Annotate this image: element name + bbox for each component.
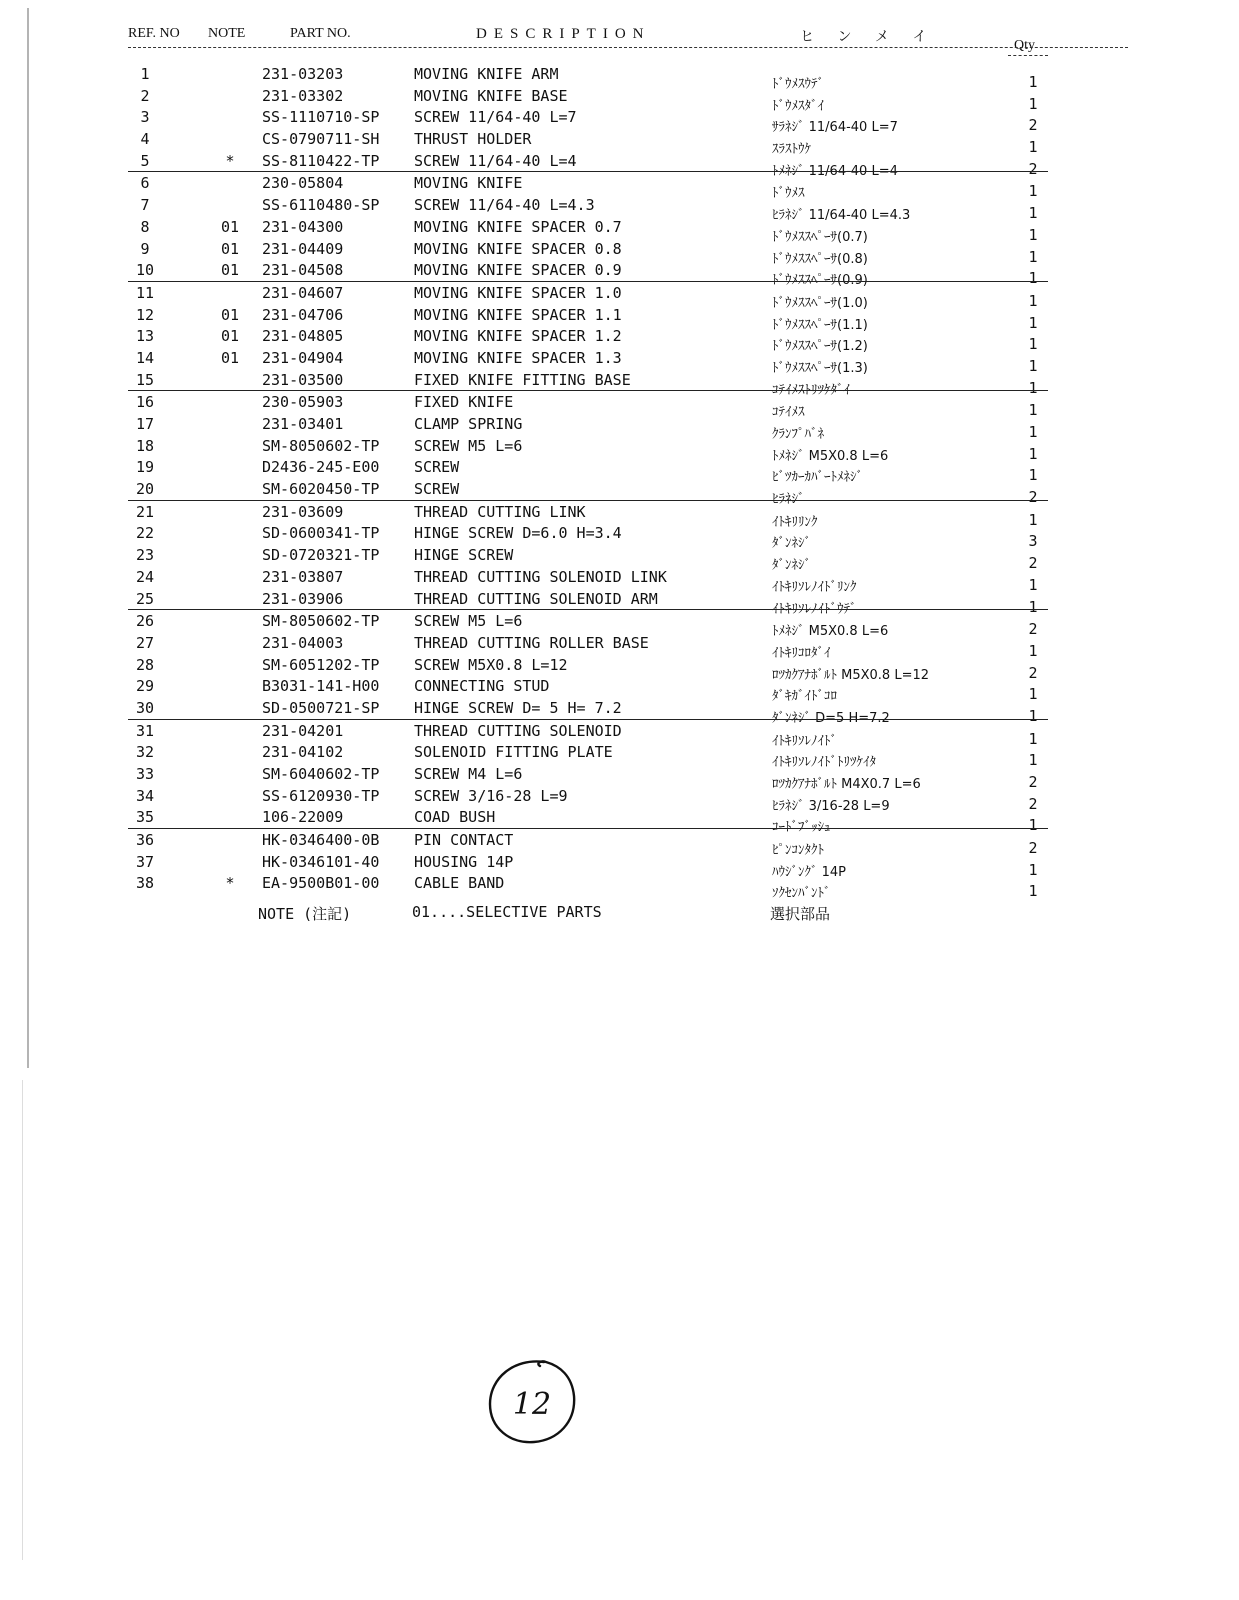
part-no-cell: 230-05804: [262, 174, 344, 193]
qty-cell: 2: [1028, 620, 1038, 639]
description-cell: SCREW M5X0.8 L=12: [414, 655, 568, 674]
ref-cell: 20: [135, 480, 155, 499]
description-cell: MOVING KNIFE ARM: [414, 65, 559, 83]
description-cell: SCREW M4 L=6: [414, 765, 523, 783]
ref-cell: 37: [135, 852, 155, 871]
ref-cell: 11: [135, 283, 155, 302]
table-row: [128, 828, 1048, 859]
kana-cell: ﾄﾒﾈｼﾞ 11/64-40 L=4: [772, 163, 898, 179]
ref-cell: 32: [135, 743, 155, 762]
ref-cell: 30: [135, 698, 155, 717]
table-row: [0, 872, 1239, 902]
description-cell: SCREW: [414, 480, 460, 499]
description-cell: SOLENOID FITTING PLATE: [414, 743, 613, 762]
description-cell: MOVING KNIFE SPACER 0.7: [414, 217, 622, 236]
ref-cell: 9: [140, 239, 150, 258]
ref-cell: 3: [140, 108, 150, 127]
qty-cell: 3: [1028, 532, 1038, 551]
description-cell: SCREW 11/64-40 L=4.3: [414, 196, 595, 215]
qty-cell: 2: [1028, 116, 1038, 135]
part-no-cell: 231-03203: [262, 65, 344, 83]
header-ref-no: REF. NO: [128, 26, 180, 41]
kana-cell: ﾄﾞｳﾒｽｽﾍﾟｰｻ(1.3): [772, 360, 868, 376]
description-cell: THRUST HOLDER: [414, 130, 532, 149]
table-row: [0, 522, 1239, 552]
part-no-cell: SM-6051202-TP: [262, 655, 380, 674]
table-row: [0, 413, 1239, 442]
table-row: [0, 851, 1239, 880]
qty-cell: 1: [1028, 94, 1038, 113]
qty-cell: 1: [1028, 444, 1038, 463]
description-cell: MOVING KNIFE SPACER 0.9: [414, 261, 622, 280]
qty-cell: 1: [1028, 816, 1038, 835]
qty-cell: 1: [1028, 641, 1038, 660]
part-no-cell: 231-03906: [262, 589, 344, 608]
description-cell: COAD BUSH: [414, 808, 496, 827]
table-row: [0, 435, 1239, 464]
description-cell: SCREW 3/16-28 L=9: [414, 786, 568, 805]
ref-cell: 12: [135, 305, 155, 324]
kana-cell: ｲﾄｷﾘｺﾛﾀﾞｲ: [772, 645, 831, 661]
table-row: [0, 150, 1239, 179]
ref-cell: 27: [135, 633, 155, 652]
qty-cell: 1: [1028, 335, 1038, 354]
header-dashed-rule: [1008, 55, 1048, 56]
description-cell: THREAD CUTTING LINK: [414, 502, 586, 521]
kana-cell: ﾄﾞｳﾒｽｽﾍﾟｰｻ(0.8): [772, 251, 868, 267]
kana-cell: ﾄﾞｳﾒｽｽﾍﾟｰｻ(1.0): [772, 295, 868, 311]
description-cell: MOVING KNIFE: [414, 174, 523, 193]
kana-cell: ﾄﾒﾈｼﾞ M5X0.8 L=6: [772, 448, 889, 464]
kana-cell: ﾄﾞｳﾒｽｽﾍﾟｰｻ(1.2): [772, 339, 868, 355]
description-cell: MOVING KNIFE SPACER 1.0: [414, 283, 622, 302]
ref-cell: 4: [140, 130, 150, 149]
part-no-cell: EA-9500B01-00: [262, 874, 380, 893]
ref-cell: 17: [135, 415, 155, 433]
description-cell: MOVING KNIFE SPACER 0.8: [414, 239, 622, 258]
table-row: [0, 259, 1239, 289]
part-no-cell: 231-04102: [262, 743, 344, 762]
qty-cell: 1: [1028, 291, 1038, 310]
header-dashed-rule: [128, 47, 1128, 48]
description-cell: THREAD CUTTING ROLLER BASE: [414, 633, 649, 652]
qty-cell: 1: [1028, 423, 1038, 441]
part-no-cell: 231-04003: [262, 633, 344, 652]
ref-cell: 21: [135, 502, 155, 521]
kana-cell: ﾄﾞｳﾒｽ: [772, 186, 805, 202]
ref-cell: 28: [135, 655, 155, 674]
kana-cell: ﾀﾞﾝﾈｼﾞ D=5 H=7.2: [772, 710, 890, 726]
parts-table: [0, 63, 1239, 902]
qty-cell: 1: [1028, 401, 1038, 420]
page-number-text: 12: [512, 1387, 552, 1422]
table-row: [0, 741, 1239, 771]
table-row: [0, 106, 1239, 136]
kana-cell: ｽﾗｽﾄｳｹ: [772, 142, 811, 158]
table-row: [0, 654, 1239, 683]
part-no-cell: SD-0500721-SP: [262, 698, 380, 717]
ref-cell: 19: [135, 458, 155, 477]
part-no-cell: 231-04607: [262, 283, 344, 302]
qty-cell: 1: [1028, 225, 1038, 244]
kana-cell: ｿｸｾﾝﾊﾞﾝﾄﾞ: [772, 886, 831, 902]
ref-cell: 18: [135, 436, 155, 455]
qty-cell: 2: [1028, 663, 1038, 682]
qty-cell: 1: [1028, 729, 1038, 748]
ref-cell: 15: [135, 370, 155, 389]
description-cell: CABLE BAND: [414, 874, 505, 893]
table-row: [0, 456, 1239, 486]
ref-cell: 36: [135, 831, 155, 850]
ref-cell: 1: [140, 65, 150, 83]
ref-cell: 38: [135, 874, 155, 893]
ref-cell: 26: [135, 612, 155, 631]
footnote-kanji: 選択部品: [770, 905, 831, 923]
kana-cell: ﾋﾗﾈｼﾞ: [772, 492, 805, 508]
table-row: [128, 281, 1048, 311]
kana-cell: ﾛﾂｶｸｱﾅﾎﾞﾙﾄ M4X0.7 L=6: [772, 777, 921, 792]
part-no-cell: 231-04904: [262, 348, 344, 367]
part-no-cell: 231-04706: [262, 305, 344, 324]
table-row: [128, 500, 1048, 530]
qty-cell: 1: [1028, 247, 1038, 266]
kana-cell: ｻﾗﾈｼﾞ 11/64-40 L=7: [772, 120, 898, 136]
header-part-no: PART NO.: [290, 26, 351, 41]
kana-cell: ｺﾃｲﾒｽﾄﾘﾂｹﾀﾞｲ: [772, 382, 850, 398]
part-no-cell: HK-0346101-40: [262, 852, 380, 871]
qty-cell: 2: [1028, 488, 1038, 507]
header-note: NOTE: [208, 26, 246, 41]
table-row: [0, 806, 1239, 836]
ref-cell: 10: [135, 261, 155, 280]
qty-cell: 1: [1028, 73, 1038, 91]
kana-cell: ﾋﾗﾈｼﾞ 11/64-40 L=4.3: [772, 208, 911, 224]
ref-cell: 6: [140, 174, 150, 193]
qty-cell: 2: [1028, 773, 1038, 791]
qty-cell: 1: [1028, 860, 1038, 879]
qty-cell: 1: [1028, 575, 1038, 594]
description-cell: HINGE SCREW: [414, 546, 514, 565]
description-cell: HOUSING 14P: [414, 852, 514, 871]
header-qty: Qty: [1014, 38, 1035, 53]
table-row: [0, 238, 1239, 267]
table-row: [0, 763, 1239, 792]
description-cell: SCREW 11/64-40 L=4: [414, 151, 577, 170]
description-cell: MOVING KNIFE SPACER 1.3: [414, 348, 622, 367]
qty-cell: 1: [1028, 882, 1038, 901]
description-cell: SCREW: [414, 458, 460, 477]
table-row: [0, 697, 1239, 726]
qty-cell: 1: [1028, 751, 1038, 770]
description-cell: FIXED KNIFE FITTING BASE: [414, 370, 631, 389]
table-row: [0, 544, 1239, 574]
table-row: [0, 478, 1239, 508]
part-no-cell: B3031-141-H00: [262, 677, 380, 696]
kana-cell: ﾋﾟﾝｺﾝﾀｸﾄ: [772, 843, 824, 859]
ref-cell: 25: [135, 589, 155, 608]
footnote-label: NOTE (注記): [258, 905, 352, 923]
kana-cell: ｸﾗﾝﾌﾟﾊﾞﾈ: [772, 427, 824, 442]
kana-cell: ｲﾄｷﾘﾘﾝｸ: [772, 514, 818, 530]
description-cell: HINGE SCREW D= 5 H= 7.2: [414, 698, 622, 717]
qty-cell: 1: [1028, 510, 1038, 529]
qty-cell: 1: [1028, 597, 1038, 616]
qty-cell: 1: [1028, 356, 1038, 375]
part-no-cell: 231-03302: [262, 86, 344, 105]
table-row: [0, 675, 1239, 705]
table-row: [0, 588, 1239, 617]
description-cell: MOVING KNIFE SPACER 1.1: [414, 305, 622, 324]
kana-cell: ﾄﾒﾈｼﾞ M5X0.8 L=6: [772, 624, 889, 640]
header-description: DESCRIPTION: [476, 26, 651, 42]
table-row: [0, 325, 1239, 355]
ref-cell: 35: [135, 808, 155, 827]
ref-cell: 14: [135, 348, 155, 367]
table-row: [0, 369, 1239, 398]
kana-cell: ｲﾄｷﾘｿﾚﾉｲﾄﾞｳﾃﾞ: [772, 601, 857, 617]
kana-cell: ﾛﾂｶｸｱﾅﾎﾞﾙﾄ M5X0.8 L=12: [772, 667, 930, 683]
ref-cell: 13: [135, 327, 155, 346]
table-row: [0, 85, 1239, 114]
ref-cell: 23: [135, 546, 155, 565]
ref-cell: 33: [135, 765, 155, 783]
ref-cell: 22: [135, 524, 155, 543]
table-row: [0, 785, 1239, 814]
table-row: [0, 128, 1239, 158]
kana-cell: ｲﾄｷﾘｿﾚﾉｲﾄﾞﾄﾘﾂｹｲﾀ: [772, 755, 876, 771]
table-row: [128, 609, 1048, 640]
part-no-cell: SD-0720321-TP: [262, 546, 380, 565]
kana-cell: ﾄﾞｳﾒｽｽﾍﾟｰｻ(0.9): [772, 273, 868, 289]
kana-cell: ﾋﾞﾂｶｰｶﾊﾞｰﾄﾒﾈｼﾞ: [772, 470, 863, 486]
description-cell: FIXED KNIFE: [414, 393, 514, 412]
table-row: [128, 719, 1048, 749]
qty-cell: 1: [1028, 685, 1038, 704]
part-no-cell: 231-04300: [262, 217, 344, 236]
note-cell: *: [225, 874, 235, 893]
description-cell: PIN CONTACT: [414, 831, 514, 850]
note-cell: 01: [220, 261, 240, 280]
part-no-cell: 230-05903: [262, 393, 344, 412]
note-cell: 01: [220, 305, 240, 324]
part-no-cell: SS-6110480-SP: [262, 196, 380, 215]
ref-cell: 31: [135, 721, 155, 740]
kana-cell: ｲﾄｷﾘｿﾚﾉｲﾄﾞ: [772, 733, 837, 749]
ref-cell: 34: [135, 786, 155, 805]
part-no-cell: SS-6120930-TP: [262, 786, 380, 805]
note-cell: *: [225, 151, 235, 170]
part-no-cell: 231-04201: [262, 721, 344, 740]
kana-cell: ﾄﾞｳﾒｽｽﾍﾟｰｻ(0.7): [772, 229, 868, 245]
footnote-text: 01....SELECTIVE PARTS: [412, 903, 602, 921]
qty-cell: 1: [1028, 204, 1038, 223]
qty-cell: 1: [1028, 706, 1038, 725]
table-row: [0, 194, 1239, 224]
note-cell: 01: [220, 239, 240, 258]
kana-cell: ｲﾄｷﾘｿﾚﾉｲﾄﾞﾘﾝｸ: [772, 579, 857, 595]
part-no-cell: SD-0600341-TP: [262, 524, 380, 543]
qty-cell: 1: [1028, 378, 1038, 397]
part-no-cell: 231-03609: [262, 502, 344, 521]
qty-cell: 1: [1028, 269, 1038, 288]
qty-cell: 2: [1028, 159, 1038, 178]
part-no-cell: HK-0346400-0B: [262, 831, 380, 850]
qty-cell: 1: [1028, 182, 1038, 201]
description-cell: MOVING KNIFE BASE: [414, 86, 568, 105]
ref-cell: 24: [135, 567, 155, 586]
qty-cell: 1: [1028, 466, 1038, 485]
part-no-cell: CS-0790711-SH: [262, 130, 380, 149]
table-row: [0, 63, 1239, 92]
table-row: [128, 171, 1048, 202]
description-cell: THREAD CUTTING SOLENOID LINK: [414, 567, 667, 586]
kana-cell: ﾀﾞｷｶﾞｲﾄﾞｺﾛ: [772, 689, 837, 705]
description-cell: CONNECTING STUD: [414, 677, 550, 696]
part-no-cell: SM-6040602-TP: [262, 765, 380, 783]
part-no-cell: 231-03401: [262, 415, 344, 433]
description-cell: SCREW M5 L=6: [414, 436, 523, 455]
description-cell: HINGE SCREW D=6.0 H=3.4: [414, 524, 622, 543]
note-cell: 01: [220, 348, 240, 367]
qty-cell: 1: [1028, 313, 1038, 332]
description-cell: THREAD CUTTING SOLENOID ARM: [414, 589, 658, 608]
ref-cell: 7: [140, 196, 150, 215]
part-no-cell: 231-03500: [262, 370, 344, 389]
ref-cell: 2: [140, 86, 150, 105]
part-no-cell: 106-22009: [262, 808, 344, 827]
kana-cell: ﾀﾞﾝﾈｼﾞ: [772, 536, 811, 552]
description-cell: MOVING KNIFE SPACER 1.2: [414, 327, 622, 346]
note-cell: 01: [220, 327, 240, 346]
kana-cell: ﾄﾞｳﾒｽﾀﾞｲ: [772, 98, 824, 114]
part-no-cell: 231-04508: [262, 261, 344, 280]
table-row: [0, 347, 1239, 376]
description-cell: SCREW 11/64-40 L=7: [414, 108, 577, 127]
qty-cell: 2: [1028, 554, 1038, 573]
description-cell: CLAMP SPRING: [414, 415, 523, 433]
part-no-cell: SM-8050602-TP: [262, 612, 380, 631]
ref-cell: 5: [140, 151, 150, 170]
ref-cell: 29: [135, 677, 155, 696]
kana-cell: ｺｰﾄﾞﾌﾞｯｼｭ: [772, 820, 831, 836]
part-no-cell: SM-8050602-TP: [262, 436, 380, 455]
kana-cell: ﾄﾞｳﾒｽｳﾃﾞ: [772, 77, 824, 92]
table-row: [0, 632, 1239, 661]
part-no-cell: D2436-245-E00: [262, 458, 380, 477]
binding-edge-line: [22, 1080, 23, 1560]
part-no-cell: 231-04805: [262, 327, 344, 346]
qty-cell: 1: [1028, 138, 1038, 157]
table-row: [0, 216, 1239, 245]
table-row: [128, 390, 1048, 421]
kana-cell: ｺﾃｲﾒｽ: [772, 405, 805, 421]
part-no-cell: 231-03807: [262, 567, 344, 586]
header-kana: ヒ ン メ イ: [800, 30, 937, 45]
kana-cell: ﾀﾞﾝﾈｼﾞ: [772, 558, 811, 574]
table-row: [0, 566, 1239, 595]
ref-cell: 8: [140, 217, 150, 236]
qty-cell: 2: [1028, 839, 1038, 858]
part-no-cell: 231-04409: [262, 239, 344, 258]
handwritten-page-number: [484, 1356, 580, 1448]
ref-cell: 16: [135, 393, 155, 412]
part-no-cell: SS-1110710-SP: [262, 108, 380, 127]
part-no-cell: SS-8110422-TP: [262, 151, 380, 170]
part-no-cell: SM-6020450-TP: [262, 480, 380, 499]
kana-cell: ﾋﾗﾈｼﾞ 3/16-28 L=9: [772, 798, 890, 814]
qty-cell: 2: [1028, 794, 1038, 813]
table-row: [0, 304, 1239, 333]
kana-cell: ﾊｳｼﾞﾝｸﾞ 14P: [772, 864, 847, 880]
description-cell: THREAD CUTTING SOLENOID: [414, 721, 622, 740]
kana-cell: ﾄﾞｳﾒｽｽﾍﾟｰｻ(1.1): [772, 317, 868, 333]
description-cell: SCREW M5 L=6: [414, 612, 523, 631]
note-cell: 01: [220, 217, 240, 236]
